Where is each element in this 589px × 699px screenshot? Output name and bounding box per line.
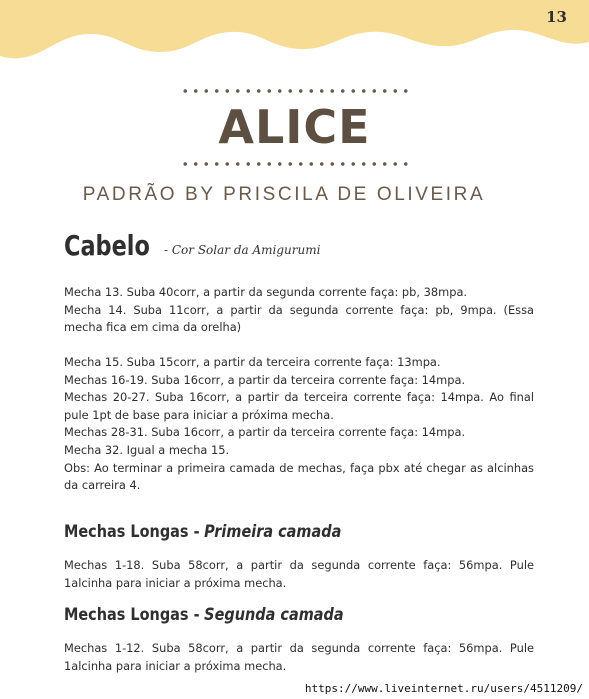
page-number: 13 (546, 8, 567, 26)
instructions-block-2 (64, 354, 534, 495)
subsection-text-segunda: Mechas 1-12. Suba 58corr, a partir da segunda corrente faça: 56mpa. Pule 1alcinha para iniciar a próxima mecha. (64, 641, 534, 673)
subsection-text-primeira: Mechas 1-18. Suba 58corr, a partir da segunda corrente faça: 56mpa. Pule 1alcinha para iniciar a próxima mecha. (64, 558, 534, 590)
subsection-heading-segunda (64, 605, 344, 625)
instruction-line: Mechas 20-27. Suba 16corr, a partir da terceira corrente faça: 14mpa. Ao final pule 1pt de base para iniciar a próxima mecha. (64, 390, 534, 422)
instruction-line: Mechas 28-31. Suba 16corr, a partir da terceira corrente faça: 14mpa. (64, 425, 466, 440)
dotted-divider-bottom (180, 161, 410, 167)
decorative-wave-banner (0, 0, 589, 70)
source-url-watermark: https://www.liveinternet.ru/users/4511209/ (304, 682, 583, 695)
subsection-heading-italic: Segunda camada (204, 605, 344, 625)
subsection-heading-label: Mechas Longas - (64, 522, 200, 542)
subsection-heading-primeira (64, 522, 341, 542)
subsection-heading-label: Mechas Longas - (64, 605, 200, 625)
instruction-line: Mecha 15. Suba 15corr, a partir da terceira corrente faça: 13mpa. (64, 355, 441, 369)
instruction-line: Mecha 14. Suba 11corr, a partir da segunda corrente faça: pb, 9mpa. (Essa mecha fica em cima da orelha) (64, 302, 534, 335)
instruction-line: Mecha 13. Suba 40corr, a partir da segunda corrente faça: pb, 38mpa. (64, 285, 468, 299)
pattern-author-subtitle: PADRÃO BY PRISCILA DE OLIVEIRA (82, 184, 486, 205)
instructions-block-1 (64, 284, 534, 337)
section-color-note: - Cor Solar da Amigurumi (164, 243, 321, 257)
instruction-line: Obs: Ao terminar a primeira camada de mechas, faça pbx até chegar as alcinhas da carreira 4. (64, 460, 534, 493)
instruction-line: Mechas 16-19. Suba 16corr, a partir da terceira corrente faça: 14mpa. (64, 372, 466, 387)
instruction-line: Mecha 32. Igual a mecha 15. (64, 442, 230, 457)
section-title: Cabelo (64, 229, 150, 262)
page-title: ALICE (218, 100, 371, 154)
dotted-divider-top (180, 88, 410, 94)
subsection-heading-italic: Primeira camada (204, 522, 342, 542)
